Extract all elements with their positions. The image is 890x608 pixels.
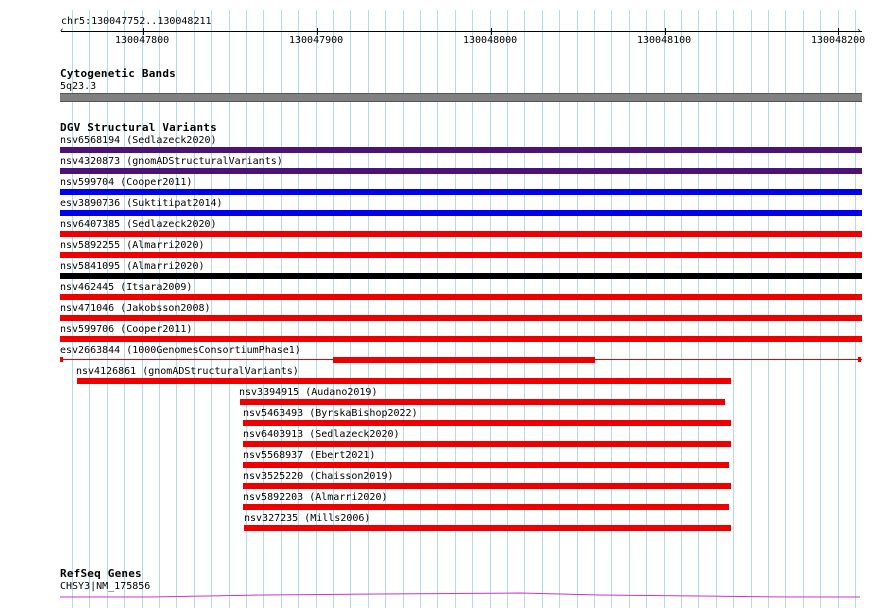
ruler-tick-major bbox=[665, 28, 666, 35]
dgv-feature-bar[interactable] bbox=[60, 315, 862, 321]
ruler-tick-major bbox=[317, 28, 318, 35]
dgv-feature-bar[interactable] bbox=[60, 189, 862, 195]
dgv-feature-bar[interactable] bbox=[243, 420, 731, 426]
dgv-feature-label: nsv6403913 (Sedlazeck2020) bbox=[243, 429, 400, 440]
ruler-tick-label: 130048200 bbox=[811, 35, 866, 46]
dgv-feature-label: nsv327235 (Mills2006) bbox=[244, 513, 371, 524]
cytoband-bar[interactable] bbox=[60, 93, 862, 102]
dgv-feature-bar[interactable] bbox=[60, 147, 862, 153]
dgv-feature-label: nsv462445 (Itsara2009) bbox=[60, 282, 193, 293]
ruler-tick-major bbox=[491, 28, 492, 35]
dgv-track-title[interactable]: DGV Structural Variants bbox=[60, 121, 217, 134]
dgv-feature-endcap bbox=[60, 357, 63, 362]
dgv-feature-label: nsv5892255 (Almarri2020) bbox=[60, 240, 205, 251]
dgv-feature-label: nsv471046 (Jakobsson2008) bbox=[60, 303, 211, 314]
dgv-feature-bar[interactable] bbox=[60, 252, 862, 258]
dgv-feature-label: nsv6568194 (Sedlazeck2020) bbox=[60, 135, 217, 146]
dgv-feature-bar[interactable] bbox=[60, 273, 862, 279]
dgv-feature-label: nsv3394915 (Audano2019) bbox=[239, 387, 378, 398]
refseq-track-title[interactable]: RefSeq Genes bbox=[60, 567, 142, 580]
dgv-feature-label: nsv6407385 (Sedlazeck2020) bbox=[60, 219, 217, 230]
dgv-feature-label: nsv599704 (Cooper2011) bbox=[60, 177, 193, 188]
dgv-feature-label: nsv4126861 (gnomADStructuralVariants) bbox=[76, 366, 299, 377]
dgv-feature-label: esv3890736 (Suktitipat2014) bbox=[60, 198, 223, 209]
dgv-feature-bar[interactable] bbox=[60, 168, 862, 174]
dgv-feature-bar[interactable] bbox=[244, 525, 731, 531]
ruler-tick-label: 130047900 bbox=[289, 35, 344, 46]
ruler-line bbox=[61, 31, 862, 32]
ruler-tick-label: 130047800 bbox=[115, 35, 170, 46]
cytoband-track-title[interactable]: Cytogenetic Bands bbox=[60, 67, 176, 80]
dgv-feature-bar[interactable] bbox=[243, 462, 729, 468]
dgv-feature-label: nsv3525220 (Chaisson2019) bbox=[243, 471, 394, 482]
refseq-gene-intron-line[interactable] bbox=[0, 567, 890, 608]
dgv-feature-bar[interactable] bbox=[60, 231, 862, 237]
dgv-feature-bar[interactable] bbox=[243, 441, 731, 447]
refseq-gene-label[interactable]: CHSY3|NM_175856 bbox=[60, 581, 151, 592]
ruler-arrow-right-icon: › bbox=[856, 26, 862, 36]
ruler-tick-label: 130048100 bbox=[637, 35, 692, 46]
dgv-feature-bar[interactable] bbox=[60, 294, 862, 300]
dgv-feature-endcap bbox=[858, 357, 861, 362]
dgv-feature-label: esv2663844 (1000GenomesConsortiumPhase1) bbox=[60, 345, 301, 356]
dgv-feature-bar[interactable] bbox=[243, 483, 731, 489]
dgv-feature-label: nsv599706 (Cooper2011) bbox=[60, 324, 193, 335]
cytoband-label: 5q23.3 bbox=[60, 81, 97, 92]
dgv-feature-bar[interactable] bbox=[243, 504, 729, 510]
dgv-feature-label: nsv5841095 (Almarri2020) bbox=[60, 261, 205, 272]
ruler-tick-major bbox=[838, 28, 839, 35]
dgv-feature-label: nsv4320873 (gnomADStructuralVariants) bbox=[60, 156, 283, 167]
dgv-feature-bar[interactable] bbox=[60, 336, 862, 342]
ruler-tick-major bbox=[143, 28, 144, 35]
ruler-tick-label: 130048000 bbox=[463, 35, 518, 46]
dgv-feature-bar[interactable] bbox=[240, 399, 725, 405]
dgv-feature-bar[interactable] bbox=[60, 210, 862, 216]
dgv-feature-label: nsv5568937 (Ebert2021) bbox=[243, 450, 376, 461]
dgv-feature-label: nsv5463493 (ByrskaBishop2022) bbox=[243, 408, 418, 419]
ruler-position-label: chr5:130047752..130048211 bbox=[61, 16, 212, 27]
dgv-feature-bar[interactable] bbox=[333, 357, 595, 363]
dgv-feature-label: nsv5892203 (Almarri2020) bbox=[243, 492, 388, 503]
ruler-arrow-left-icon: ‹ bbox=[59, 26, 65, 36]
dgv-feature-bar[interactable] bbox=[77, 378, 731, 384]
